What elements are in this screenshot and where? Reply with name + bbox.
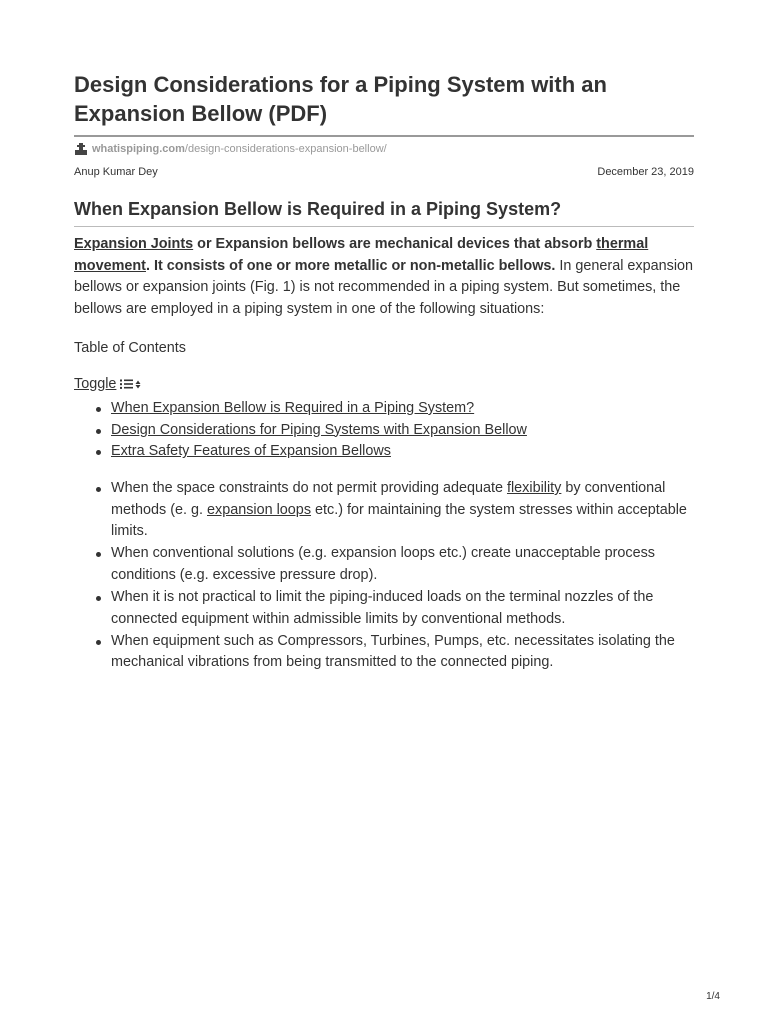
toc-item — [74, 398, 694, 420]
toc-toggle[interactable] — [74, 376, 141, 392]
flexibility-link[interactable]: flexibility — [506, 480, 562, 496]
list-icon — [119, 378, 141, 390]
toc-link-safety-features[interactable]: Extra Safety Features of Expansion Bellows — [111, 443, 391, 460]
situations-list — [74, 478, 694, 674]
source-url[interactable] — [74, 142, 387, 156]
heading-divider — [74, 226, 694, 227]
author: Anup Kumar Dey — [74, 166, 158, 178]
page-number: 1/4 — [706, 991, 720, 1002]
expansion-loops-link[interactable]: expansion loops — [207, 501, 312, 518]
source-host: whatispiping.com — [92, 143, 185, 155]
list-item: When conventional solutions (e.g. expansion loops etc.) create unacceptable process conditions (e.g. excessive pressure drop). — [74, 543, 694, 586]
list-item: When it is not practical to limit the piping-induced loads on the terminal nozzles of the connected equipment within admissible limits by conventional methods. — [74, 587, 694, 630]
toc-link-when-required[interactable]: When Expansion Bellow is Required in a Piping System? — [111, 400, 475, 416]
page-title: Design Considerations for a Piping System with an Expansion Bellow (PDF) — [74, 72, 607, 126]
source-path: /design-considerations-expansion-bellow/ — [184, 143, 387, 155]
toc-link-design-considerations[interactable]: Design Considerations for Piping Systems with Expansion Bellow — [111, 421, 527, 438]
byline — [74, 166, 694, 178]
toc-list — [74, 398, 694, 463]
toc-item — [74, 420, 694, 442]
toc-item — [74, 441, 694, 463]
toc-toggle-link[interactable]: Toggle — [74, 376, 117, 392]
piping-logo-icon — [74, 142, 88, 156]
title-divider — [74, 135, 694, 137]
expansion-joints-link[interactable]: Expansion Joints — [74, 236, 194, 252]
toc-title: Table of Contents — [74, 340, 186, 356]
section-heading: When Expansion Bellow is Required in a Piping System? — [74, 199, 562, 219]
intro-paragraph: Expansion Joints or Expansion bellows are mechanical devices that absorb thermal movement. It consists of one or more metallic or non-metallic bellows. In general expansion bellows or expansion joints (Fig. 1) is not recommended in a piping system. But sometimes, the bellows are employed in a piping system in one of the following situations: — [74, 236, 694, 317]
publish-date: December 23, 2019 — [597, 166, 694, 178]
list-item: When equipment such as Compressors, Turbines, Pumps, etc. necessitates isolating the mechanical vibrations from being transmitted to the connected piping. — [74, 631, 694, 674]
thermal-movement-link[interactable]: thermal movement — [74, 236, 649, 274]
list-item: When the space constraints do not permit providing adequate flexibility by conventional methods (e. g. expansion loops etc.) for maintaining the system stresses within acceptable limits. — [74, 478, 694, 543]
